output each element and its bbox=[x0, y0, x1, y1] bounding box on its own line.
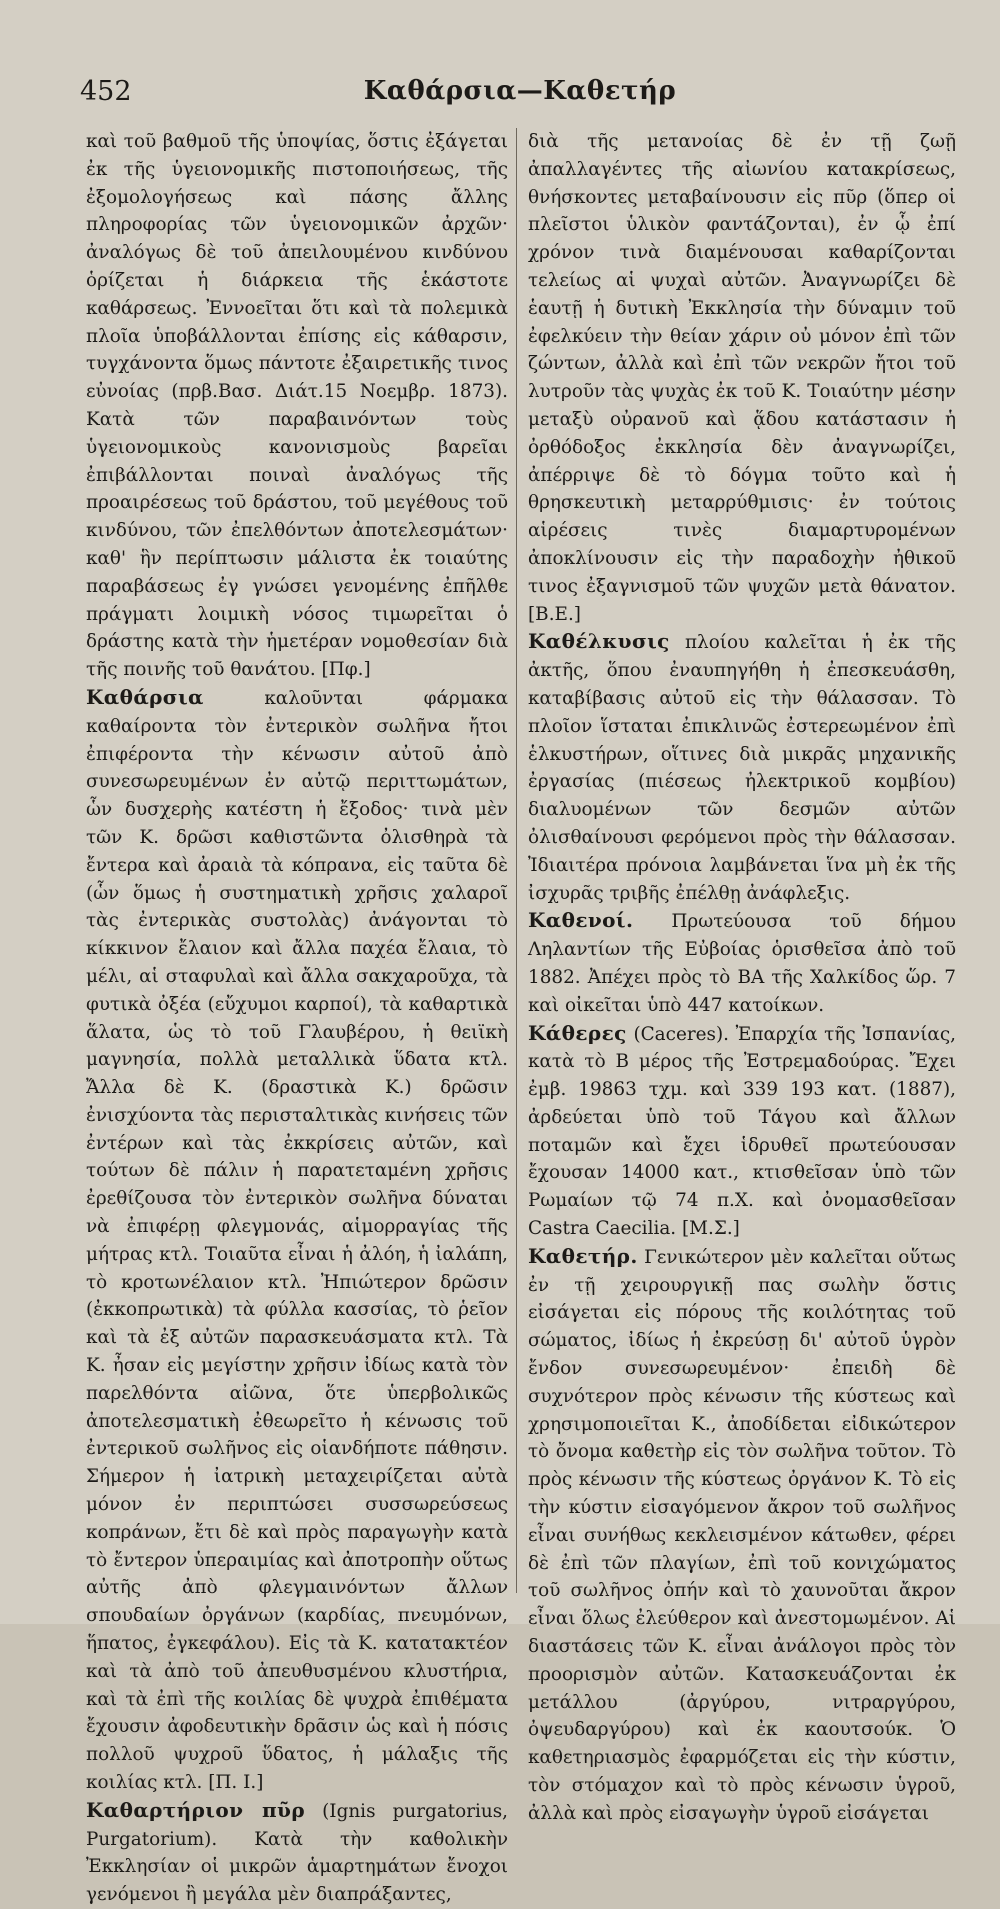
page-number: 452 bbox=[80, 76, 132, 107]
entry-katheni bbox=[528, 907, 956, 1019]
entry-text: (Caceres). Ἐπαρχία τῆς Ἰσπανίας, κατὰ τὸ Β μέρος τῆς Ἐστρεμαδούρας. Ἔχει ἐμβ. 19863 τχμ. καὶ 339 193 κατ. (1887), ἀρδεύεται ὑπὸ τοῦ Τάγου καὶ ἄλλων ποταμῶν καὶ ἔχει ἱδρυθεῖ πρωτεύουσαν ἔχουσαν 14000 κατ., κτισθεῖσαν ὑπὸ τῶν Ρωμαίων τῷ 74 π.Χ. καὶ ὀνομασθεῖσαν Castra Caecilia. [Μ.Σ.] bbox=[528, 1023, 956, 1240]
continued-paragraph: καὶ τοῦ βαθμοῦ τῆς ὑποψίας, ὅστις ἐξάγεται ἐκ τῆς ὑγειονομικῆς πιστοποιήσεως, τῆς ἐξομολογήσεως καὶ πάσης ἄλλης πληροφορίας τῶν ὑγειονομικῶν ἀρχῶν· ἀναλόγως δὲ τοῦ ἀπειλουμένου κινδύνου ὁρίζεται ἡ διάρκεια τῆς ἑκάστοτε καθάρσεως. Ἐννοεῖται ὅτι καὶ τὰ πολεμικὰ πλοῖα ὑποβάλλονται ἐπίσης εἰς κάθαρσιν, τυγχάνοντα ὅμως πάντοτε ἐξαιρετικῆς τινος εὐνοίας (πρβ.Βασ. Διάτ.15 Νοεμβρ. 1873). Κατὰ τῶν παραβαινόντων τοὺς ὑγειονομικοὺς κανονισμοὺς βαρεῖαι ἐπιβάλλονται ποιναὶ ἀναλόγως τῆς προαιρέσεως τοῦ δράστου, τοῦ μεγέθους τοῦ κινδύνου, τῶν ἐπελθόντων ἀποτελεσμάτων· καθ' ἣν περίπτωσιν μάλιστα ἐκ τοιαύτης παραβάσεως ἐγ γνώσει γενομένης ἐπῆλθε πράγματι λοιμικὴ νόσος τιμωρεῖται ὁ δράστης κατὰ τὴν ἡμετέραν νομοθεσίαν διὰ τῆς ποινῆς τοῦ θανάτου. [Πφ.] bbox=[86, 131, 508, 681]
entry-katharsia bbox=[86, 684, 508, 1797]
entry-text: Πρωτεύουσα τοῦ δήμου Ληλαντίων τῆς Εὐβοίας ὁρισθεῖσα ἀπὸ τοῦ 1882. Ἀπέχει πρὸς τὸ ΒΑ τῆς Χαλκίδος ὥρ. 7 καὶ οἰκεῖται ὑπὸ 447 κατοίκων. bbox=[528, 911, 956, 1016]
right-column bbox=[528, 128, 956, 1824]
entry-katharterion-pyr bbox=[86, 1797, 508, 1909]
headword: Καθετήρ. bbox=[528, 1243, 638, 1268]
entry-text: Γενικώτερον μὲν καλεῖται οὕτως ἐν τῇ χειρουργικῇ πας σωλὴν ὅστις εἰσάγεται εἰς πόρους τῆς κοιλότητας τοῦ σώματος, ἰδίως ἡ ἐκρεύσῃ δι' αὐτοῦ ὑγρὸν ἔνδον συνεσωρευμένον· ἐπειδὴ δὲ συχνότερον πρὸς κένωσιν τῆς κύστεως καὶ χρησιμοποιεῖται Κ., ἀποδίδεται εἰδικώτερον τὸ ὄνομα καθετὴρ εἰς τὸν σωλῆνα τοῦτον. Τὸ πρὸς κένωσιν τῆς κύστεως ὀργάνον Κ. Τὸ εἰς τὴν κύστιν εἰσαγόμενον ἄκρον τοῦ σωλῆνος εἶναι συνήθως κεκλεισμένον κάτωθεν, φέρει δὲ ἐπὶ τῶν πλαγίων, ἐπὶ τοῦ κονιχώματος τοῦ σωλῆνος ὀπήν καὶ τὸ χαυνοῦται ἄκρον εἶναι ὅλως ἐλεύθερον καὶ ἀνεστομωμένον. Αἱ διαστάσεις τῶν Κ. εἶναι ἀνάλογοι πρὸς τὸν προορισμὸν αὐτῶν. Κατασκευάζονται ἐκ μετάλλου (ἀργύρου, νιτραργύρου, ὀψευδαργύρου) καὶ ἐκ καουτσούκ. Ὁ καθετηριασμὸς ἐφαρμόζεται εἰς τὴν κύστιν, τὸν στόμαχον καὶ τὸ πρὸς κένωσιν ὑγροῦ, ἀλλὰ καὶ πρὸς εἰσαγωγὴν ὑγροῦ εἰσάγεται bbox=[528, 1246, 956, 1824]
entry-text: (Ignis purgatorius, Purgatorium). Κατὰ τὴν καθολικὴν Ἐκκλησίαν οἱ μικρῶν ἁμαρτημάτων ἔνοχοι γενόμενοι ἢ μεγάλα μὲν διαπράξαντες, bbox=[86, 1800, 508, 1906]
entry-katheres bbox=[528, 1020, 956, 1243]
column-rule bbox=[516, 128, 517, 1593]
entry-text: πλοίου καλεῖται ἡ ἐκ τῆς ἀκτῆς, ὅπου ἐναυπηγήθη ἡ ἐπεσκευάσθη, καταβίβασις αὐτοῦ εἰς τὴν θάλασσαν. Τὸ πλοῖον ἵσταται ἐπικλινῶς ἐστερεωμένον ἐπὶ ἑλκυστήρων, οἵτινες διὰ μικρᾶς μηχανικῆς ἐργασίας (πιέσεως ἠλεκτρικοῦ κομβίου) διαλυομένων τῶν δεσμῶν αὐτῶν ὀλισθαίνουσι φερόμενοι πρὸς τὴν θάλασσαν. Ἰδιαιτέρα πρόνοια λαμβάνεται ἵνα μὴ ἐκ τῆς ἰσχυρᾶς τριβῆς ἐπέλθῃ ἀνάφλεξις. bbox=[528, 632, 956, 904]
headword: Καθάρσια bbox=[86, 684, 204, 709]
headword: Κάθερες bbox=[528, 1020, 627, 1045]
entry-text: καλοῦνται φάρμακα καθαίροντα τὸν ἐντερικὸν σωλῆνα ἤτοι ἐπιφέροντα τὴν κένωσιν αὐτοῦ ἀπὸ συνεσωρευμένων ἐν αὐτῷ περιττωμάτων, ὧν δυσχερὴς κατέστη ἡ ἔξοδος· τινὰ μὲν τῶν Κ. δρῶσι καθιστῶντα ὀλισθηρὰ τὰ ἔντερα καὶ ἀραιὰ τὰ κόπρανα, εἰς ταῦτα δὲ (ὧν ὅμως ἡ συστηματικὴ χρῆσις χαλαροῖ τὰς ἐντερικὰς συστολὰς) ἀνάγονται τὸ κίκκινον ἔλαιον καὶ ἄλλα παχέα ἔλαια, τὸ μέλι, αἱ σταφυλαὶ καὶ ἄλλα σακχαροῦχα, τὰ φυτικὰ ὀξέα (εὔχυμοι καρποί), τὰ καθαρτικὰ ἅλατα, ὡς τὸ τοῦ Γλαυβέρου, ἡ θειϊκὴ μαγνησία, πολλὰ μεταλλικὰ ὕδατα κτλ. Ἄλλα δὲ Κ. (δραστικὰ Κ.) δρῶσιν ἐνισχύοντα τὰς περισταλτικὰς κινήσεις τῶν ἐντέρων καὶ τὰς ἐκκρίσεις αὐτῶν, καὶ τούτων δὲ πάλιν ἡ παρατεταμένη χρῆσις ἐρεθίζουσα τὸν ἐντερικὸν σωλῆνα δύναται νὰ ἐπιφέρῃ φλεγμονάς, αἱμορραγίας τῆς μήτρας κτλ. Τοιαῦτα εἶναι ἡ ἀλόη, ἡ ἰαλάπη, τὸ κροτωνέλαιον κτλ. Ἠπιώτερον δρῶσιν (ἐκκοπρωτικὰ) τὰ φύλλα κασσίας, τὸ ῥεῖον καὶ τὰ ἐξ αὐτῶν παρασκευάσματα κτλ. Τὰ Κ. ἦσαν εἰς μεγίστην χρῆσιν ἰδίως κατὰ τὸν παρελθόντα αἰῶνα, ὅτε ὑπερβολικῶς ἀποτελεσματικὴ ἐθεωρεῖτο ἡ κένωσις τοῦ ἐντερικοῦ σωλῆνος εἰς οἱανδήποτε πάθησιν. Σήμερον ἡ ἰατρικὴ μεταχειρίζεται αὐτὰ μόνον ἐν περιπτώσει συσσωρεύσεως κοπράνων, ἔτι δὲ καὶ πρὸς παραγωγὴν κατὰ τὸ ἔντερον ὑπεραιμίας καὶ ἀποτροπὴν οὕτως αὐτῆς ἀπὸ φλεγμαινόντων ἄλλων σπουδαίων ὀργάνων (καρδίας, πνευμόνων, ἥπατος, ἐγκεφάλου). Εἰς τὰ Κ. κατατακτέον καὶ τὰ ἀπὸ τοῦ ἀπευθυσμένου κλυστήρια, καὶ τὰ ἐπὶ τῆς κοιλίας δὲ ψυχρὰ ἐπιθέματα ἔχουσιν ἀφοδευτικὴν δρᾶσιν ὡς καὶ ἡ πόσις πολλοῦ ψυχροῦ ὕδατος, ἡ μάλαξις τῆς κοιλίας κτλ. [Π. Ι.] bbox=[86, 687, 508, 1794]
headword: Καθέλκυσις bbox=[528, 629, 670, 654]
page-header bbox=[80, 76, 960, 116]
entry-katheter bbox=[528, 1243, 956, 1828]
continued-paragraph: διὰ τῆς μετανοίας δὲ ἐν τῇ ζωῇ ἀπαλλαγέντες τῆς αἰωνίου κατακρίσεως, θνήσκοντες μεταβαίνουσιν εἰς πῦρ (ὅπερ οἱ πλεῖστοι ὑλικὸν φαντάζονται), ἐν ᾧ ἐπί χρόνον τινὰ διαμένουσαι καθαρίζονται τελείως αἱ ψυχαὶ αὐτῶν. Ἀναγνωρίζει δὲ ἑαυτῇ ἡ δυτικὴ Ἐκκλησία τὴν δύναμιν τοῦ ἐφελκύειν τὴν θείαν χάριν οὐ μόνον ἐπὶ τῶν ζώντων, ἀλλὰ καὶ ἐπὶ τῶν νεκρῶν ἤτοι τοῦ λυτροῦν τὰς ψυχὰς ἐκ τοῦ Κ. Τοιαύτην μέσην μεταξὺ οὐρανοῦ καὶ ᾅδου κατάστασιν ἡ ὀρθόδοξος ἐκκλησία δὲν ἀναγνωρίζει, ἀπέρριψε δὲ τὸ δόγμα τοῦτο καὶ ἡ θρησκευτικὴ μεταρρύθμισις· ἐν τούτοις αἱρέσεις τινὲς διαμαρτυρομένων ἀποκλίνουσιν εἰς τὴν παραδοχὴν ἠθικοῦ τινος ἐξαγνισμοῦ τῶν ψυχῶν μετὰ θάνατον. [Β.Ε.] bbox=[528, 131, 956, 625]
left-column bbox=[86, 128, 508, 1906]
headword: Καθαρτήριον πῦρ bbox=[86, 1797, 306, 1822]
headword: Καθενοί. bbox=[528, 908, 634, 933]
entry-kathelkysis bbox=[528, 628, 956, 907]
running-head: Καθάρσια—Καθετήρ bbox=[363, 76, 677, 106]
